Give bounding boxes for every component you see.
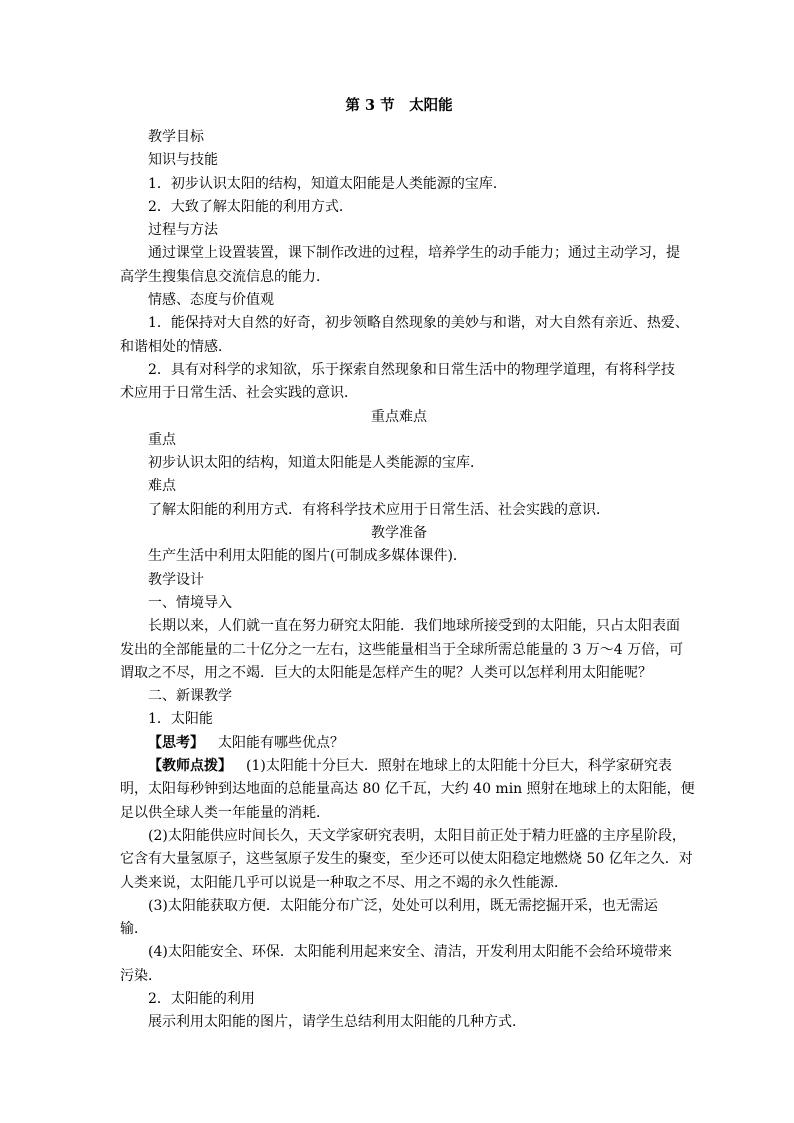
knowledge-item-2: 2．大致了解太阳能的利用方式． (148, 198, 353, 215)
knowledge-heading: 知识与技能 (148, 152, 218, 169)
process-text-line-1: 通过课堂上设置装置，课下制作改进的过程，培养学生的动手能力；通过主动学习，提 (148, 245, 680, 262)
subsection-1-heading: 1．太阳能 (148, 711, 213, 728)
page-title: 第 3 节 太阳能 (345, 97, 453, 114)
difficulty-text: 了解太阳能的利用方式．有将科学技术应用于日常生活、社会实践的意识． (148, 501, 610, 518)
difficulty-heading: 难点 (148, 478, 176, 495)
emotion-heading: 情感、态度与价值观 (148, 292, 274, 309)
think-text: 太阳能有哪些优点？ (218, 734, 344, 751)
point-3-line-1: (3)太阳能获取方便．太阳能分布广泛，处处可以利用，既无需挖掘开采，也无需运 (148, 897, 658, 914)
teacher-label: 【教师点拨】 (148, 758, 232, 775)
emotion-item-1-line-2: 和谐相处的情感． (120, 338, 232, 355)
intro-text-line-1: 长期以来，人们就一直在努力研究太阳能．我们地球所接受到的太阳能，只占太阳表面 (148, 618, 680, 635)
objectives-heading: 教学目标 (148, 129, 204, 145)
point-2-line-2: 它含有大量氢原子，这些氢原子发生的聚变，至少还可以使太阳稳定地燃烧 50 亿年之久．对 (120, 851, 693, 868)
point-1-line-2: 明，太阳每秒钟到达地面的总能量高达 80 亿千瓦，大约 40 min 照射在地球上的太阳能，便 (120, 781, 695, 798)
design-heading: 教学设计 (148, 571, 204, 588)
new-lesson-heading: 二、新课教学 (148, 688, 232, 705)
key-points-heading: 重点难点 (371, 408, 427, 425)
intro-text-line-3: 谓取之不尽，用之不竭．巨大的太阳能是怎样产生的呢？人类可以怎样利用太阳能呢？ (120, 664, 652, 681)
point-2-line-3: 人类来说，太阳能几乎可以说是一种取之不尽、用之不竭的永久性能源． (120, 874, 568, 891)
intro-text-line-2: 发出的全部能量的二十亿分之一左右，这些能量相当于全球所需总能量的 3 万～4 万倍，可 (120, 641, 684, 658)
process-text-line-2: 高学生搜集信息交流信息的能力． (120, 268, 330, 285)
preparation-heading: 教学准备 (371, 525, 427, 542)
point-1-line-1: (1)太阳能十分巨大．照射在地球上的太阳能十分巨大，科学家研究表 (246, 758, 672, 775)
think-label: 【思考】 (148, 734, 204, 751)
think-line (120, 732, 678, 755)
point-2-line-1: (2)太阳能供应时间长久，天文学家研究表明，太阳目前正处于精力旺盛的主序星阶段， (148, 827, 686, 844)
document-body (120, 94, 695, 1035)
point-4-line-2: 污染． (120, 967, 162, 984)
subsection-2-text: 展示利用太阳能的图片，请学生总结利用太阳能的几种方式． (148, 1014, 526, 1031)
preparation-text: 生产生活中利用太阳能的图片(可制成多媒体课件)． (148, 548, 467, 565)
point-3-line-2: 输． (120, 921, 148, 938)
focus-text: 初步认识太阳的结构，知道太阳能是人类能源的宝库． (148, 455, 484, 472)
teacher-line-1 (120, 755, 678, 778)
knowledge-item-1: 1．初步认识太阳的结构，知道太阳能是人类能源的宝库． (148, 175, 507, 192)
intro-heading: 一、情境导入 (148, 594, 232, 611)
point-1-line-3: 足以供全球人类一年能量的消耗． (120, 804, 330, 821)
emotion-item-2-line-1: 2．具有对科学的求知欲，乐于探索自然现象和日常生活中的物理学道理，有将科学技 (148, 361, 675, 378)
emotion-item-1-line-1: 1．能保持对大自然的好奇，初步领略自然现象的美妙与和谐，对大自然有亲近、热爱、 (148, 315, 689, 332)
point-4-line-1: (4)太阳能安全、环保．太阳能利用起来安全、清洁，开发利用太阳能不会给环境带来 (148, 944, 672, 961)
subsection-2-heading: 2．太阳能的利用 (148, 990, 255, 1007)
focus-heading: 重点 (148, 431, 176, 448)
emotion-item-2-line-2: 术应用于日常生活、社会实践的意识． (120, 385, 358, 402)
process-heading: 过程与方法 (148, 222, 218, 239)
